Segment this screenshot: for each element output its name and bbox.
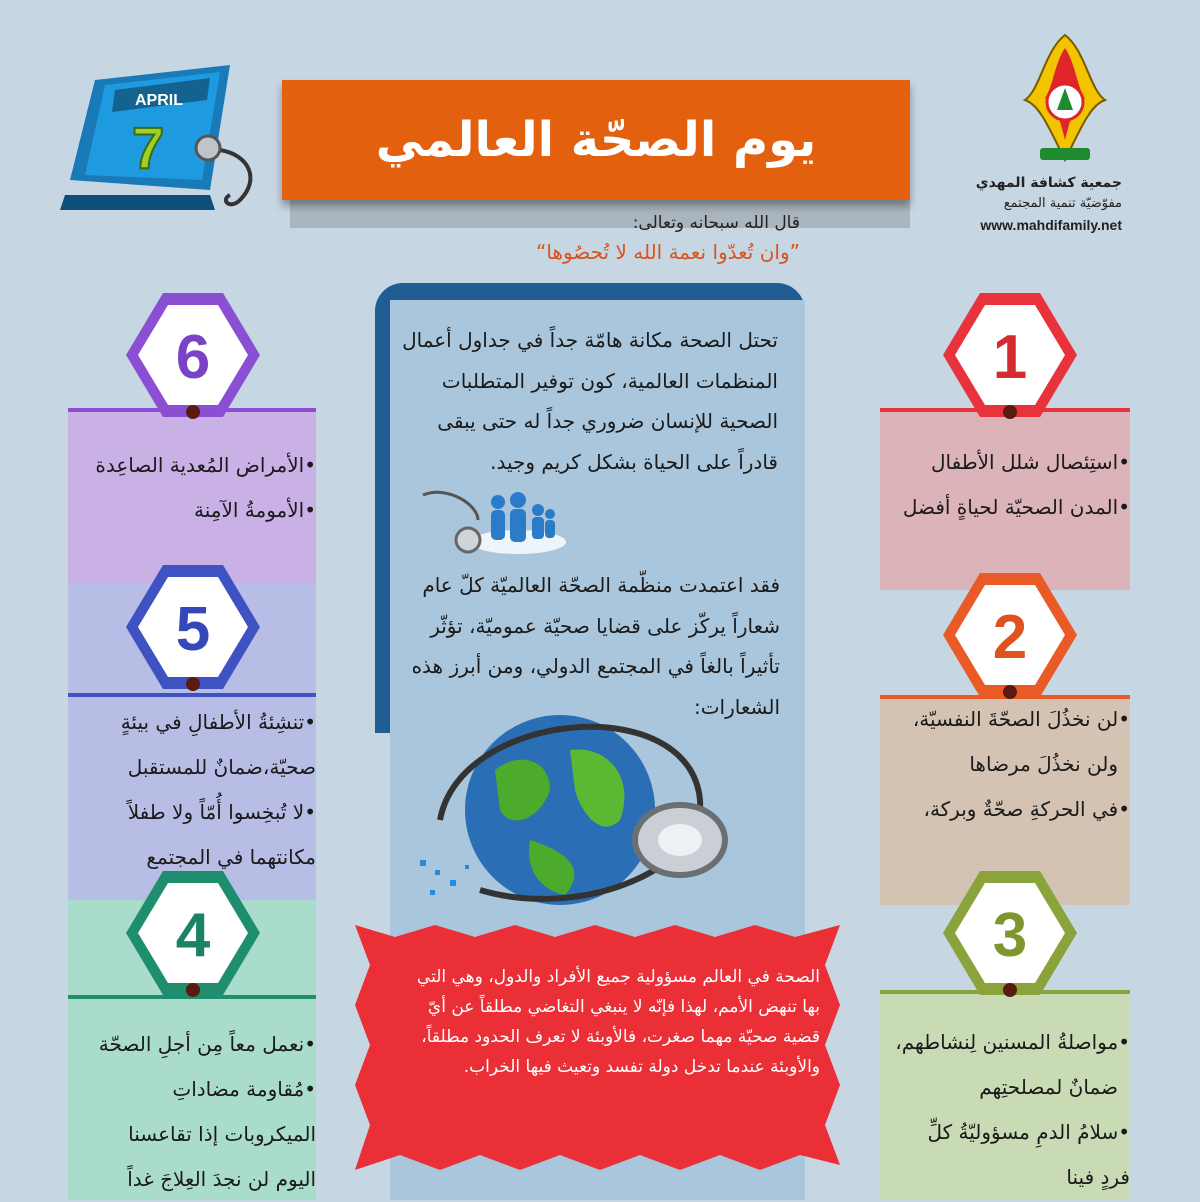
list-item: •الأمراض المُعدية الصاعِدة [95,453,316,477]
list-item: اليوم لن نجدَ العِلاجَ غداً [127,1167,316,1191]
quote-intro: قال الله سبحانه وتعالى: [632,213,800,233]
list-item: •في الحركةِ صحّةٌ وبركة، [923,797,1130,821]
badge-5 [123,562,263,692]
badge-4 [123,868,263,998]
intro-paragraph: تحتل الصحة مكانة هامّة جداً في جداول أعمال المنظمات العالمية، كون توفير المتطلبات الصحية للإنسان ضروري جداً له حتى يبقى قادراً على الحياة بشكل كريم وجيد. [402,328,778,474]
list-item: صحيّة،ضمانٌ للمستقبل [127,755,316,779]
list-item: •تنشِئةُ الأطفالِ في بيئةٍ [120,710,316,734]
list-item: مكانتهما في المجتمع [146,845,316,869]
left-band-5 [68,693,316,697]
title-banner [282,80,910,200]
list-item: •المدن الصحيّة لحياةٍ أفضل [902,495,1130,519]
org-subtitle: مفوّضيّة تنمية المجتمع [1003,196,1122,211]
right-list-2 [880,697,1130,832]
left-list-4 [68,1022,316,1202]
list-item: فردٍ فينا [1066,1165,1130,1189]
globe-stethoscope-icon [400,690,780,930]
badge-4-number: 4 [175,901,211,970]
list-item: •الأمومةُ الآمِنة [193,498,316,522]
right-list-1 [880,440,1130,530]
quote-text: ”وان تُعدّوا نعمة الله لا تُحصُوها“ [535,240,800,264]
badge-2-number: 2 [992,603,1028,672]
badge-6-number: 6 [175,323,211,392]
list-item: •نعمل معاً مِن أجلِ الصحّة [98,1032,316,1056]
list-item: •لا تُبخِسوا أُمّاً ولا طفلاً [127,800,316,824]
badge-2 [940,570,1080,700]
right-list-3 [880,1020,1130,1200]
family-stethoscope-icon [418,480,568,560]
org-website: www.mahdifamily.net [980,217,1122,233]
list-item: •استِئصال شلل الأطفال [930,450,1130,474]
list-item: ولن نخذُلَ مرضاها [969,752,1118,776]
calendar-month: APRIL [135,92,183,109]
list-item: الميكروبات إذا تقاعسنا [128,1122,316,1146]
calendar-icon [60,60,280,220]
badge-1-number: 1 [992,323,1028,392]
list-item: •مواصلةُ المسنين لِنشاطهم، [895,1030,1130,1054]
badge-5-number: 5 [175,595,211,664]
red-statement-text: الصحة في العالم مسؤولية جميع الأفراد والدول، وهي التي بها تنهض الأمم، لهذا فإنّه لا ينبغي التغاضي مطلقاً عن أيّ قضية صحيّة مهما صغرت، فالأوبئة لا تعرف الحدود مطلقاً، والأوبئة عندما تدخل دولة تفسد وتعيث فيها الخراب. [416,967,820,1077]
slogans-paragraph: فقد اعتمدت منظّمة الصحّة العالميّة كلّ عام شعاراً يركّز على قضايا صحيّة عموميّة، تؤثّر تأثيراً بالغاً في المجتمع الدولي، ومن أبرز هذه الشعارات: [411,573,780,719]
list-item: •سلامُ الدمِ مسؤوليّةُ كلِّ [927,1120,1130,1144]
list-item: •مُقاومة مضاداتِ [172,1077,316,1101]
badge-3 [940,868,1080,998]
badge-6 [123,290,263,420]
page-title: يوم الصحّة العالمي [375,112,817,168]
left-list-6 [68,443,316,533]
scout-logo [1010,30,1120,170]
list-item: •لن نخذُلَ الصحّةَ النفسيّة، [912,707,1130,731]
badge-1 [940,290,1080,420]
left-list-5 [68,700,316,880]
badge-3-number: 3 [992,901,1028,970]
org-name: جمعية كشافة المهدي [975,175,1122,191]
list-item: ضمانٌ لمصلحتِهم [979,1075,1118,1099]
calendar-day: 7 [132,116,165,181]
